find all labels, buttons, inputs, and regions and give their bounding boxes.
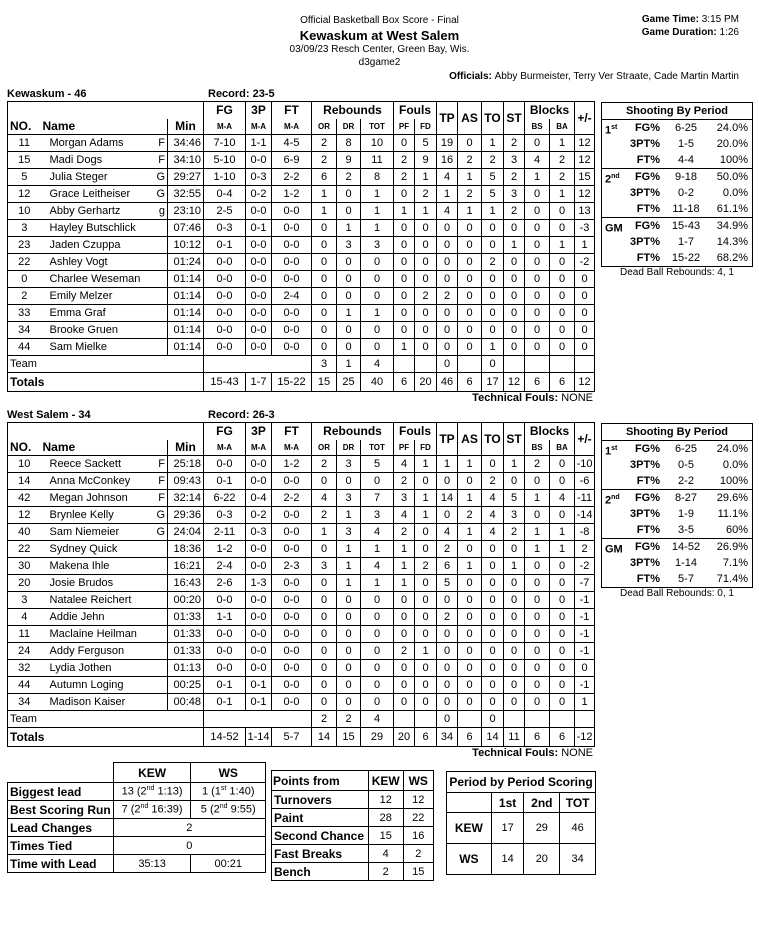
player-row: 10 Reece Sackett F 25:18 0-0 0-0 1-2 2 3 5 4 1 1 1 0 1 2 0 -10 (8, 456, 595, 473)
player-row: 44 Sam Mielke 01:14 0-0 0-0 0-0 0 0 0 1 0 0 0 1 0 0 0 0 (8, 339, 595, 356)
player-row: 3 Hayley Butschlick 07:46 0-3 0-1 0-0 0 1 1 0 0 0 0 0 0 0 0 -3 (8, 220, 595, 237)
shooting-row: 3PT% 1-9 11.1% (630, 508, 748, 520)
technical-fouls: Technical Fouls: NONE (472, 392, 593, 404)
team-name: Kewaskum - 46 (7, 88, 87, 100)
shooting-row: FT% 15-22 68.2% (636, 252, 748, 264)
player-row: 12 Grace Leitheiser G 32:55 0-4 0-2 1-2 1 0 1 0 2 1 2 5 3 0 1 12 (8, 186, 595, 203)
points-from-row: Second Chance 15 16 (272, 827, 434, 845)
lead-changes-row: Lead Changes 2 (8, 819, 266, 837)
shooting-row: FT% 4-4 100% (636, 154, 748, 166)
team-row: Team 3 1 4 0 0 (8, 356, 595, 373)
points-from-row: Fast Breaks 4 2 (272, 845, 434, 863)
period-scoring-table: Period by Period Scoring 1st 2nd TOT KEW 17 29 46 WS 14 20 34 (446, 771, 596, 875)
best-run-row: Best Scoring Run 7 (2nd 16:39) 5 (2nd 9:55) (8, 801, 266, 819)
box-score-table: FG 3P FT Rebounds Fouls TP AS TO ST Blocks +/- NO. Name Min M-A M-A M-A OR DR TOT PF FD BS BA 11 Morgan Adams F 34:46 7-10 1-1 4-5 2 8 10 0 5 19 0 1 2 0 1 12 15 Madi Dogs F 34:10 5-10 0-0 6-9 2 9 11 2 9 16 2 2 3 4 2 12 5 Julia Steger G 29:27 1-10 0-3 2-2 6 2 8 2 1 4 1 5 2 1 2 15 12 Grace Leitheiser G 32:55 0-4 0-2 1-2 1 0 1 0 2 1 2 5 3 0 1 12 10 Abby Gerhartz g 23:10 2-5 0-0 0-0 1 0 1 1 1 4 1 1 2 0 0 13 3 Hayley Butschlick 07:46 0-3 0-1 0-0 0 1 1 0 0 0 0 0 0 0 0 -3 23 Jaden Czuppa 10:12 0-1 0-0 0-0 0 3 3 0 0 0 0 0 1 0 1 1 22 Ashley Vogt 01:24 0-0 0-0 0-0 0 0 0 0 0 0 0 2 0 0 0 -2 0 Charlee Weseman 01:14 0-0 0-0 0-0 0 0 0 0 0 0 0 0 0 0 0 0 2 Emily Melzer 01:14 0-0 0-0 2-4 0 0 0 0 2 2 0 0 0 0 0 0 33 Emma Graf 01:14 0-0 0-0 0-0 0 1 1 0 0 0 0 0 0 0 0 0 34 Brooke Gruen 01:14 0-0 0-0 0-0 0 0 0 0 0 0 0 0 0 0 0 0 44 Sam Mielke 01:14 0-0 0-0 0-0 0 0 0 1 0 0 0 1 0 0 0 0 Team 3 1 4 0 0 Totals 15-43 1-7 15-22 15 25 40 6 20 46 6 17 12 6 6 12 (7, 101, 595, 392)
shooting-by-period: Shooting By Period 1st FG% 6-25 24.0% 3PT% 1-5 20.0% FT% 4-4 100% 2nd FG% 9-18 50.0% 3PT% 0-2 0.0% FT% 11-18 61.1% GM FG% 15-43 34.9% 3PT% 1-7 14.3% FT% 15-22 68.2% (601, 102, 753, 267)
points-from-table: Points from KEW WS Turnovers 12 12 Paint 28 22 Second Chance 15 16 Fast Breaks 4 2 Bench 2 15 (271, 770, 434, 881)
dead-ball-rebounds: Dead Ball Rebounds: 4, 1 (620, 267, 734, 278)
shooting-row: 3PT% 1-5 20.0% (630, 138, 748, 150)
player-row: 12 Brynlee Kelly G 29:36 0-3 0-2 0-0 2 1 3 4 1 0 2 4 3 0 0 -14 (8, 507, 595, 524)
player-row: 11 Morgan Adams F 34:46 7-10 1-1 4-5 2 8 10 0 5 19 0 1 2 0 1 12 (8, 135, 595, 152)
player-row: 0 Charlee Weseman 01:14 0-0 0-0 0-0 0 0 0 0 0 0 0 0 0 0 0 0 (8, 271, 595, 288)
player-row: 42 Megan Johnson F 32:14 6-22 0-4 2-2 4 3 7 3 1 14 1 4 5 1 4 -11 (8, 490, 595, 507)
team-record: Record: 26-3 (208, 409, 275, 421)
game-id: d3game2 (358, 57, 401, 68)
lead-kew-header: KEW (113, 763, 191, 783)
player-row: 23 Jaden Czuppa 10:12 0-1 0-0 0-0 0 3 3 0 0 0 0 0 1 0 1 1 (8, 237, 595, 254)
player-row: 34 Madison Kaiser 00:48 0-1 0-1 0-0 0 0 0 0 0 0 0 0 0 0 0 1 (8, 694, 595, 711)
shooting-by-period: Shooting By Period 1st FG% 6-25 24.0% 3PT% 0-5 0.0% FT% 2-2 100% 2nd FG% 8-27 29.6% 3PT% 1-9 11.1% FT% 3-5 60% GM FG% 14-52 26.9% 3PT% 1-14 7.1% FT% 5-7 71.4% (601, 423, 753, 588)
player-row: 24 Addy Ferguson 01:33 0-0 0-0 0-0 0 0 0 2 1 0 0 0 0 0 0 -1 (8, 643, 595, 660)
player-row: 22 Ashley Vogt 01:24 0-0 0-0 0-0 0 0 0 0 0 0 0 2 0 0 0 -2 (8, 254, 595, 271)
player-row: 2 Emily Melzer 01:14 0-0 0-0 2-4 0 0 0 0 2 2 0 0 0 0 0 0 (8, 288, 595, 305)
player-row: 33 Emma Graf 01:14 0-0 0-0 0-0 0 1 1 0 0 0 0 0 0 0 0 0 (8, 305, 595, 322)
shooting-row: 2nd FG% 8-27 29.6% (602, 489, 752, 506)
game-venue: 03/09/23 Resch Center, Green Bay, Wis. (289, 44, 470, 55)
game-time: Game Time: 3:15 PM (641, 14, 739, 25)
totals-row: Totals 15-43 1-7 15-22 15 25 40 6 20 46 6 17 12 6 6 12 (8, 373, 595, 392)
officials: Officials: Abby Burmeister, Terry Ver Straate, Cade Martin Martin (449, 71, 739, 82)
biggest-lead-row: Biggest lead 13 (2nd 1:13) 1 (1st 1:40) (8, 783, 266, 801)
team-record: Record: 23-5 (208, 88, 275, 100)
player-row: 22 Sydney Quick 18:36 1-2 0-0 0-0 0 1 1 1 0 2 0 0 0 1 1 2 (8, 541, 595, 558)
team-name: West Salem - 34 (7, 409, 91, 421)
shooting-row: GM FG% 14-52 26.9% (602, 538, 752, 555)
shooting-row: FT% 2-2 100% (636, 475, 748, 487)
shooting-row: GM FG% 15-43 34.9% (602, 217, 752, 234)
player-row: 14 Anna McConkey F 09:43 0-1 0-0 0-0 0 0 0 2 0 0 0 2 0 0 0 -6 (8, 473, 595, 490)
player-row: 5 Julia Steger G 29:27 1-10 0-3 2-2 6 2 8 2 1 4 1 5 2 1 2 15 (8, 169, 595, 186)
player-row: 44 Autumn Loging 00:25 0-1 0-1 0-0 0 0 0 0 0 0 0 0 0 0 0 -1 (8, 677, 595, 694)
times-tied-row: Times Tied 0 (8, 837, 266, 855)
lead-table (7, 762, 266, 873)
shooting-row: 2nd FG% 9-18 50.0% (602, 168, 752, 185)
player-row: 3 Natalee Reichert 00:20 0-0 0-0 0-0 0 0 0 0 0 0 0 0 0 0 0 -1 (8, 592, 595, 609)
technical-fouls: Technical Fouls: NONE (472, 747, 593, 759)
time-with-lead-row: Time with Lead 35:13 00:21 (8, 855, 266, 873)
player-row: 4 Addie Jehn 01:33 1-1 0-0 0-0 0 0 0 0 0 2 0 0 0 0 0 -1 (8, 609, 595, 626)
shooting-row: 1st FG% 6-25 24.0% (605, 443, 748, 458)
game-duration: Game Duration: 1:26 (641, 27, 739, 38)
player-row: 40 Sam Niemeier G 24:04 2-11 0-3 0-0 1 3 4 2 0 4 1 4 2 1 1 -8 (8, 524, 595, 541)
player-row: 11 Maclaine Heilman 01:33 0-0 0-0 0-0 0 0 0 0 0 0 0 0 0 0 0 -1 (8, 626, 595, 643)
shooting-row: 3PT% 0-2 0.0% (630, 187, 748, 199)
player-row: 20 Josie Brudos 16:43 2-6 1-3 0-0 0 1 1 1 0 5 0 0 0 0 0 -7 (8, 575, 595, 592)
dead-ball-rebounds: Dead Ball Rebounds: 0, 1 (620, 588, 734, 599)
period-row-kew: KEW 17 29 46 (447, 813, 596, 844)
player-row: 30 Makena Ihle 16:21 2-4 0-0 2-3 3 1 4 1 2 6 1 0 1 0 0 -2 (8, 558, 595, 575)
player-row: 15 Madi Dogs F 34:10 5-10 0-0 6-9 2 9 11 2 9 16 2 2 3 4 2 12 (8, 152, 595, 169)
points-from-row: Paint 28 22 (272, 809, 434, 827)
player-row: 10 Abby Gerhartz g 23:10 2-5 0-0 0-0 1 0 1 1 1 4 1 1 2 0 0 13 (8, 203, 595, 220)
shooting-row: 3PT% 1-14 7.1% (630, 557, 748, 569)
points-from-row: Turnovers 12 12 (272, 791, 434, 809)
shooting-row: 3PT% 0-5 0.0% (630, 459, 748, 471)
shooting-row: 3PT% 1-7 14.3% (630, 236, 748, 248)
period-row-ws: WS 14 20 34 (447, 844, 596, 875)
game-title: Kewaskum at West Salem (299, 28, 460, 43)
totals-row: Totals 14-52 1-14 5-7 14 15 29 20 6 34 6 14 11 6 6 -12 (8, 728, 595, 747)
shooting-row: FT% 11-18 61.1% (636, 203, 748, 215)
team-row: Team 2 2 4 0 0 (8, 711, 595, 728)
report-subtitle: Official Basketball Box Score - Final (300, 15, 459, 26)
shooting-row: FT% 5-7 71.4% (636, 573, 748, 585)
lead-ws-header: WS (191, 763, 266, 783)
shooting-row: FT% 3-5 60% (636, 524, 748, 536)
player-row: 32 Lydia Jothen 01:13 0-0 0-0 0-0 0 0 0 0 0 0 0 0 0 0 0 0 (8, 660, 595, 677)
shooting-row: 1st FG% 6-25 24.0% (605, 122, 748, 137)
points-from-row: Bench 2 15 (272, 863, 434, 881)
player-row: 34 Brooke Gruen 01:14 0-0 0-0 0-0 0 0 0 0 0 0 0 0 0 0 0 0 (8, 322, 595, 339)
box-score-table: FG 3P FT Rebounds Fouls TP AS TO ST Blocks +/- NO. Name Min M-A M-A M-A OR DR TOT PF FD BS BA 10 Reece Sackett F 25:18 0-0 0-0 1-2 2 3 5 4 1 1 1 0 1 2 0 -10 14 Anna McConkey F 09:43 0-1 0-0 0-0 0 0 0 2 0 0 0 2 0 0 0 -6 42 Megan Johnson F 32:14 6-22 0-4 2-2 4 3 7 3 1 14 1 4 5 1 4 -11 12 Brynlee Kelly G 29:36 0-3 0-2 0-0 2 1 3 4 1 0 2 4 3 0 0 -14 40 Sam Niemeier G 24:04 2-11 0-3 0-0 1 3 4 2 0 4 1 4 2 1 1 -8 22 Sydney Quick 18:36 1-2 0-0 0-0 0 1 1 1 0 2 0 0 0 1 1 2 30 Makena Ihle 16:21 2-4 0-0 2-3 3 1 4 1 2 6 1 0 1 0 0 -2 20 Josie Brudos 16:43 2-6 1-3 0-0 0 1 1 1 0 5 0 0 0 0 0 -7 3 Natalee Reichert 00:20 0-0 0-0 0-0 0 0 0 0 0 0 0 0 0 0 0 -1 4 Addie Jehn 01:33 1-1 0-0 0-0 0 0 0 0 0 2 0 0 0 0 0 -1 11 Maclaine Heilman 01:33 0-0 0-0 0-0 0 0 0 0 0 0 0 0 0 0 0 -1 24 Addy Ferguson 01:33 0-0 0-0 0-0 0 0 0 2 1 0 0 0 0 0 0 -1 32 Lydia Jothen 01:13 0-0 0-0 0-0 0 0 0 0 0 0 0 0 0 0 0 0 44 Autumn Loging 00:25 0-1 0-1 0-0 0 0 0 0 0 0 0 0 0 0 0 -1 34 Madison Kaiser 00:48 0-1 0-1 0-0 0 0 0 0 0 0 0 0 0 0 0 1 Team 2 2 4 0 0 Totals 14-52 1-14 5-7 14 15 29 20 6 34 6 14 11 6 6 -12 (7, 422, 595, 747)
